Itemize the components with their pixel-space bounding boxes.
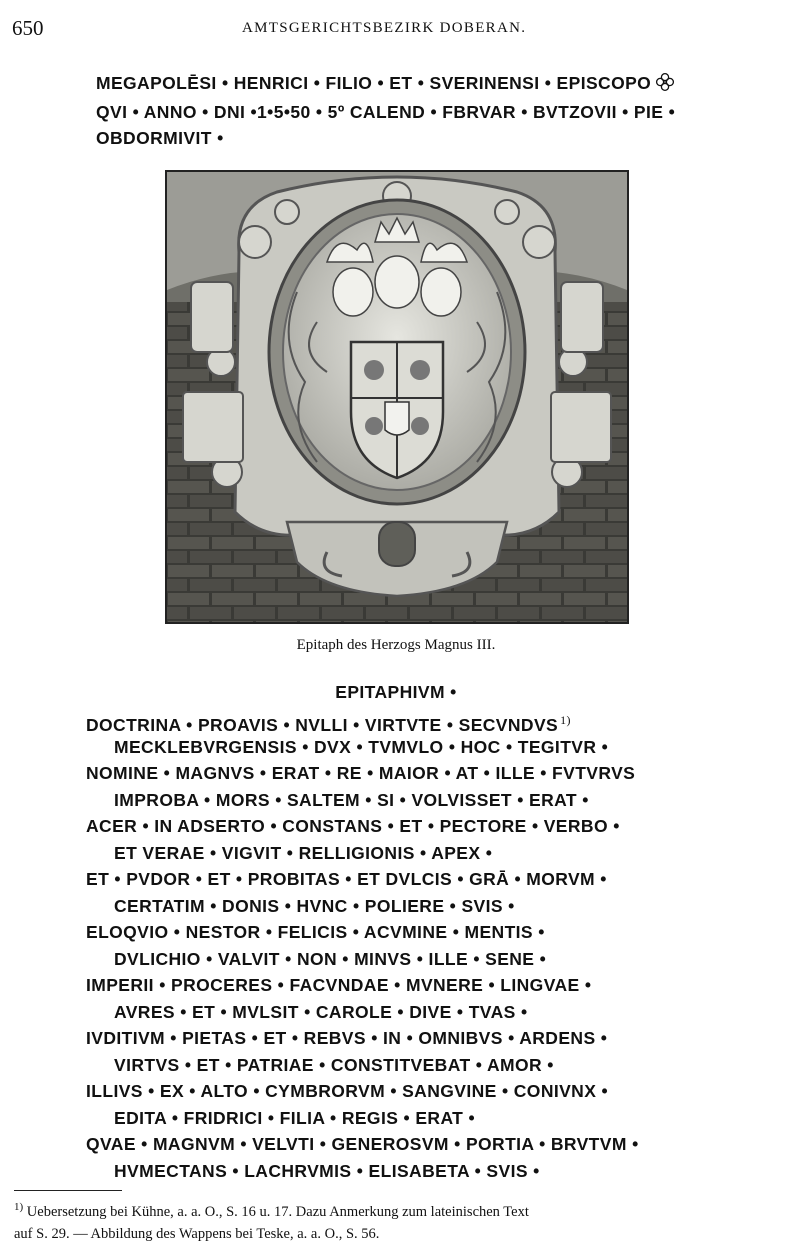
epitaph-line-18: HVMECTANS • LACHRVMIS • ELISABETA • SVIS • bbox=[114, 1160, 540, 1181]
page-header bbox=[0, 14, 792, 44]
epitaph-line-1-text: DOCTRINA • PROAVIS • NVLLI • VIRTVTE • SECVNDVS bbox=[86, 714, 559, 735]
epitaph-line-3: NOMINE • MAGNVS • ERAT • RE • MAIOR • AT • ILLE • FVTVRVS bbox=[86, 763, 636, 783]
epitaph-line-13: IVDITIVM • PIETAS • ET • REBVS • IN • OMNIBVS • ARDENS • bbox=[86, 1028, 608, 1048]
epitaph-line-9: ELOQVIO • NESTOR • FELICIS • ACVMINE • MENTIS • bbox=[86, 922, 545, 942]
epitaph-line-2: MECKLEBVRGENSIS • DVX • TVMVLO • HOC • TEGITVR • bbox=[114, 736, 609, 757]
top-inscription-line-3: OBDORMIVIT • bbox=[96, 128, 224, 148]
figure-caption: Epitaph des Herzogs Magnus III. bbox=[296, 637, 496, 653]
page-number: 650 bbox=[12, 16, 44, 40]
footnote-mark: 1) bbox=[14, 1201, 24, 1213]
running-title: AMTSGERICHTSBEZIRK DOBERAN. bbox=[242, 20, 527, 36]
quatrefoil-rosette-icon bbox=[655, 72, 675, 99]
top-inscription-line-1 bbox=[96, 70, 675, 99]
footnote-line-2: auf S. 29. — Abbildung des Wappens bei Teske, a. a. O., S. 56. bbox=[14, 1225, 380, 1242]
epitaph-line-14: VIRTVS • ET • PATRIAE • CONSTITVEBAT • AMOR • bbox=[114, 1054, 554, 1075]
epitaph-line-17: QVAE • MAGNVM • VELVTI • GENEROSVM • PORTIA • BRVTVM • bbox=[86, 1134, 639, 1154]
footnote-line-1-text: Uebersetzung bei Kühne, a. a. O., S. 16 u. 17. Dazu Anmerkung zum lateinischen Text bbox=[26, 1203, 529, 1220]
epitaph-coat-of-arms-relief-image bbox=[165, 170, 629, 624]
epitaph-line-11: IMPERII • PROCERES • FACVNDAE • MVNERE • LINGVAE • bbox=[86, 975, 592, 995]
epitaph-line-16: EDITA • FRIDRICI • FILIA • REGIS • ERAT • bbox=[114, 1107, 476, 1128]
footnote-reference: 1) bbox=[560, 713, 571, 727]
epitaph-poem bbox=[86, 707, 776, 1184]
epitaph-line-4: IMPROBA • MORS • SALTEM • SI • VOLVISSET • ERAT • bbox=[114, 789, 589, 810]
top-inscription-line-2: QVI • ANNO • DNI •1•5•50 • 5º CALEND • FBRVAR • BVTZOVII • PIE • bbox=[96, 102, 676, 122]
epitaph-line-7: ET • PVDOR • ET • PROBITAS • ET DVLCIS • GRĀ • MORVM • bbox=[86, 869, 607, 889]
footnote-divider bbox=[14, 1190, 122, 1191]
epitaph-title: EPITAPHIVM • bbox=[335, 682, 457, 702]
epitaph-line-15: ILLIVS • EX • ALTO • CYMBRORVM • SANGVINE • CONIVNX • bbox=[86, 1081, 609, 1101]
footnote-line-1 bbox=[14, 1196, 780, 1223]
top-inscription-line-1-text: MEGAPOLĒSI • HENRICI • FILIO • ET • SVERINENSI • EPISCOPO bbox=[96, 73, 652, 93]
epitaph-line-8: CERTATIM • DONIS • HVNC • POLIERE • SVIS • bbox=[114, 895, 515, 916]
epitaph-line-6: ET VERAE • VIGVIT • RELLIGIONIS • APEX • bbox=[114, 842, 493, 863]
footnote bbox=[14, 1196, 780, 1245]
top-inscription bbox=[96, 70, 675, 151]
epitaph-line-10: DVLICHIO • VALVIT • NON • MINVS • ILLE • SENE • bbox=[114, 948, 547, 969]
epitaph-line-1 bbox=[86, 707, 776, 734]
epitaph-line-5: ACER • IN ADSERTO • CONSTANS • ET • PECTORE • VERBO • bbox=[86, 816, 620, 836]
epitaph-line-12: AVRES • ET • MVLSIT • CAROLE • DIVE • TVAS • bbox=[114, 1001, 528, 1022]
